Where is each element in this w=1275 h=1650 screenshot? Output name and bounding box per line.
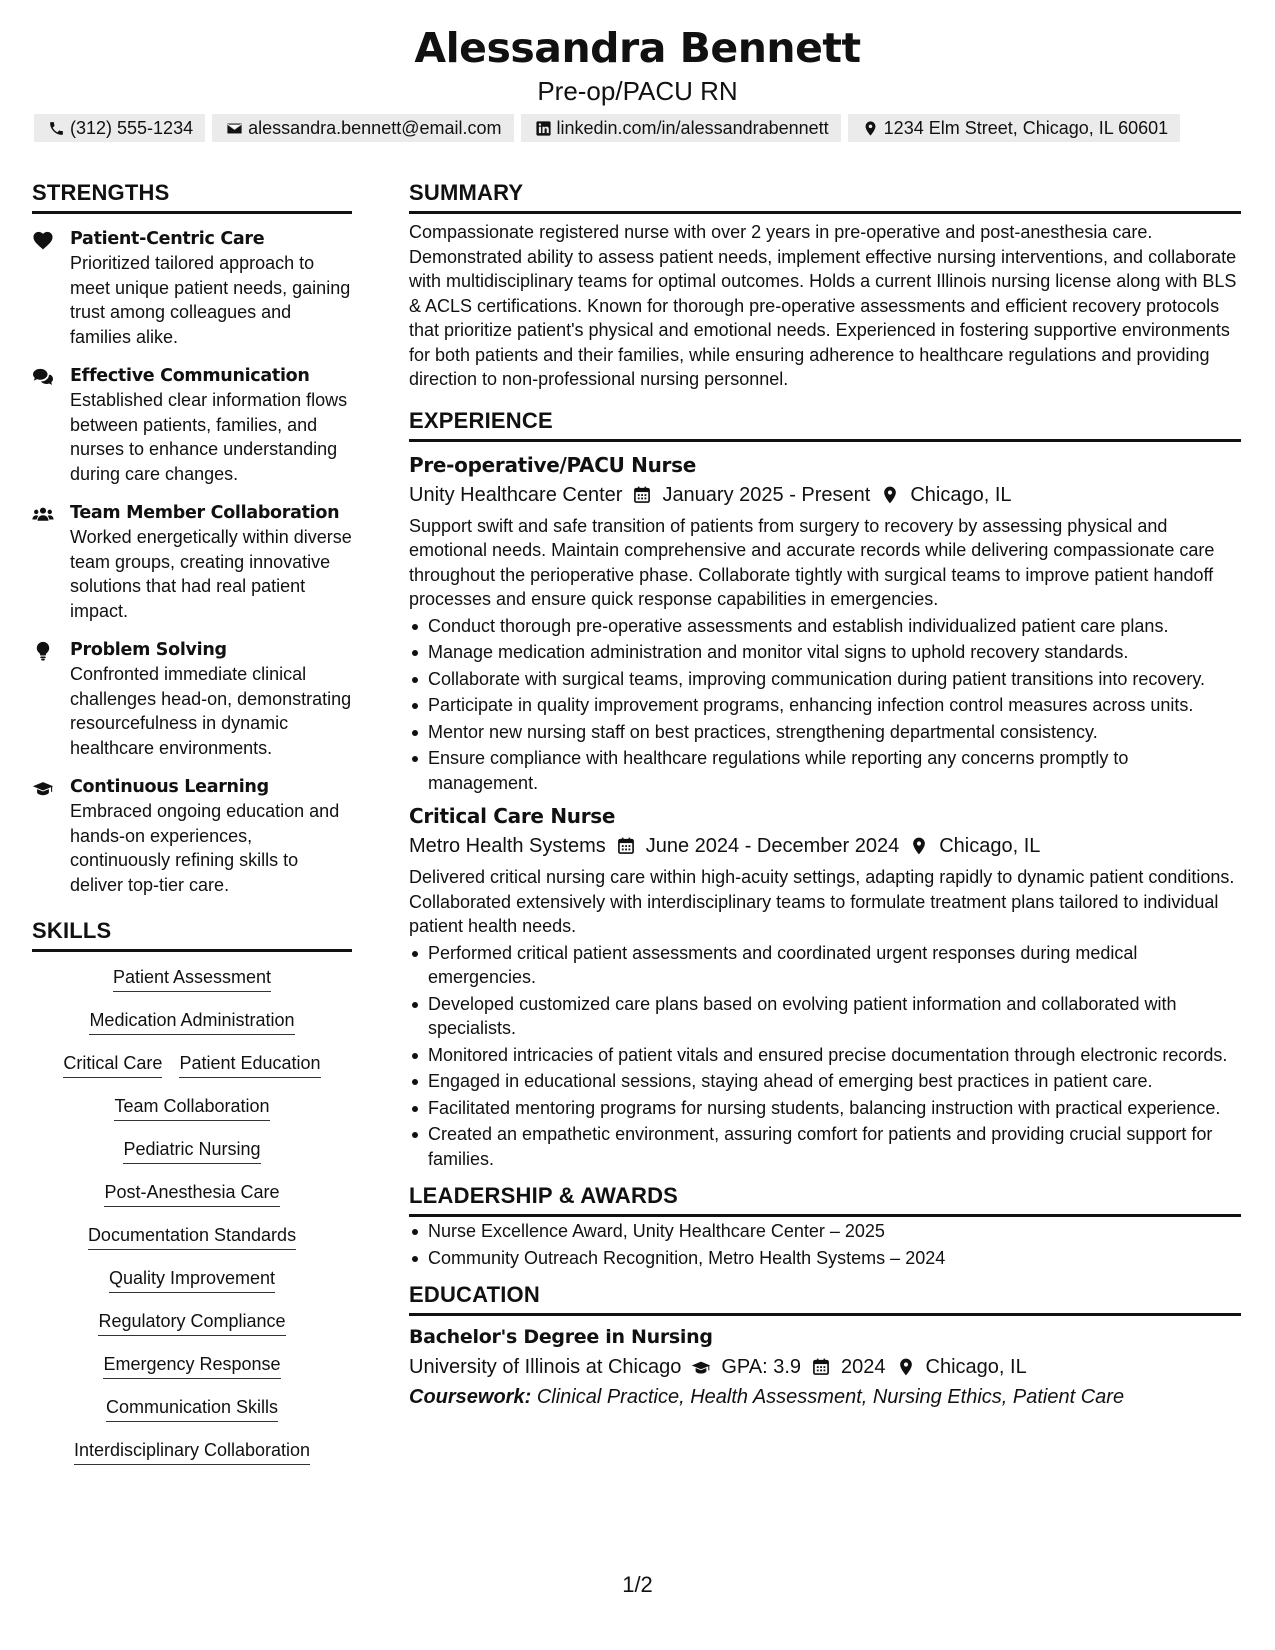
strength-name: Team Member Collaboration (70, 503, 340, 523)
location-icon (880, 485, 900, 505)
job-entry (409, 801, 1241, 1171)
graduation-cap-icon (691, 1357, 711, 1377)
contact-address-text: 1234 Elm Street, Chicago, IL 60601 (883, 117, 1169, 138)
location-icon (862, 120, 879, 137)
education-heading: EDUCATION (409, 1280, 1241, 1316)
contact-bar (34, 114, 1242, 142)
right-column (409, 178, 1241, 1412)
skill-tag: Post-Anesthesia Care (104, 1181, 279, 1207)
job-dates: January 2025 - Present (662, 483, 871, 506)
strength-name: Problem Solving (70, 640, 227, 660)
job-bullet: Created an empathetic environment, assuring comfort for patients and providing crucial support for families. (409, 1122, 1241, 1171)
job-company: Unity Healthcare Center (409, 483, 623, 506)
job-bullet: Developed customized care plans based on evolving patient information and collaborated with specialists. (409, 992, 1241, 1041)
job-bullet: Collaborate with surgical teams, improving communication during patient transitions into recovery. (409, 667, 1241, 692)
strength-item (32, 638, 352, 760)
job-company: Metro Health Systems (409, 835, 606, 857)
skill-tag: Patient Assessment (113, 966, 271, 992)
education-school: University of Illinois at Chicago (409, 1356, 682, 1378)
job-bullet: Mentor new nursing staff on best practices, strengthening departmental consistency. (409, 720, 1241, 745)
job-description: Support swift and safe transition of patients from surgery to recovery by assessing physical and emotional needs. Maintain comprehensive and accurate records while delivering compassionate care throughout the perioperative phase. Collaborate tightly with surgical teams to improve patient handoff processes and ensure quick response capabilities in emergencies. (409, 515, 1215, 609)
skill-tag: Regulatory Compliance (98, 1310, 285, 1336)
job-title: Pre-operative/PACU Nurse (409, 452, 696, 477)
skill-tag: Critical Care (63, 1052, 162, 1078)
strengths-heading: STRENGTHS (32, 178, 352, 214)
skill-tag: Team Collaboration (114, 1095, 269, 1121)
skills-list (32, 966, 352, 1465)
strength-desc: Worked energetically within diverse team groups, creating innovative solutions that had real patient impact. (70, 527, 352, 621)
coursework-list: Clinical Practice, Health Assessment, Nursing Ethics, Patient Care (536, 1386, 1125, 1408)
job-bullets (409, 941, 1241, 1172)
linkedin-icon (535, 120, 552, 137)
graduation-cap-icon (32, 778, 54, 798)
skills-heading: SKILLS (32, 916, 352, 952)
left-column (32, 178, 352, 1465)
job-description: Delivered critical nursing care within high-acuity settings, adapting rapidly to dynamic patient conditions. Collaborated extensively with interdisciplinary teams to formulate treatment plans tailored to individual patient health needs. (409, 867, 1235, 936)
resume-header (0, 22, 1275, 108)
job-location: Chicago, IL (939, 835, 1041, 857)
strength-name: Continuous Learning (70, 777, 269, 797)
strength-desc: Embraced ongoing education and hands-on experiences, continuously refining skills to deliver top-tier care. (70, 801, 340, 895)
skill-tag: Patient Education (179, 1052, 320, 1078)
contact-email-text: alessandra.bennett@email.com (248, 117, 502, 138)
summary-heading: SUMMARY (409, 178, 1241, 214)
job-bullet: Monitored intricacies of patient vitals and ensured precise documentation through electronic records. (409, 1043, 1241, 1068)
education-coursework (409, 1382, 1241, 1412)
job-bullet: Engaged in educational sessions, staying ahead of emerging best practices in patient care. (409, 1069, 1241, 1094)
experience-heading: EXPERIENCE (409, 406, 1241, 442)
job-location: Chicago, IL (910, 483, 1012, 506)
job-meta (409, 831, 1241, 861)
strength-item (32, 227, 352, 349)
award-item: Nurse Excellence Award, Unity Healthcare Center – 2025 (409, 1219, 1241, 1244)
coursework-label: Coursework: (409, 1386, 532, 1408)
job-title: Critical Care Nurse (409, 804, 616, 828)
calendar-icon (616, 836, 636, 856)
strength-item (32, 364, 352, 486)
heart-icon (32, 230, 54, 250)
summary-text: Compassionate registered nurse with over 2 years in pre-operative and post-anesthesia care. Demonstrated ability to assess patient needs, implement effective nursing interventions, and collaborate with multidisciplinary teams for optimal outcomes. Holds a current Illinois nursing license along with BLS & ACLS certifications. Known for thorough pre-operative assessments and efficient recovery protocols that prioritize patient's physical and emotional needs. Experienced in fostering supportive environments for both patients and their families, while ensuring adherence to healthcare regulations and providing direction to non-professional nursing personnel. (409, 222, 1237, 389)
skill-tag: Documentation Standards (88, 1224, 296, 1250)
skill-tag: Emergency Response (103, 1353, 280, 1379)
skill-tag: Pediatric Nursing (123, 1138, 260, 1164)
calendar-icon (632, 485, 652, 505)
education-location: Chicago, IL (925, 1356, 1027, 1378)
comments-icon (32, 367, 54, 387)
job-meta (409, 480, 1241, 510)
page-number: 1/2 (622, 1572, 653, 1597)
skill-tag: Communication Skills (106, 1396, 278, 1422)
strength-item (32, 501, 352, 623)
strength-item (32, 775, 352, 897)
contact-linkedin-text: linkedin.com/in/alessandrabennett (556, 117, 829, 138)
location-icon (896, 1357, 916, 1377)
location-icon (909, 836, 929, 856)
skill-tag: Medication Administration (89, 1009, 294, 1035)
education-year: 2024 (841, 1356, 886, 1378)
strength-desc: Prioritized tailored approach to meet unique patient needs, gaining trust among colleagues and families alike. (70, 253, 351, 347)
strengths-list (32, 227, 352, 897)
job-bullet: Facilitated mentoring programs for nursing students, balancing instruction with practical experience. (409, 1096, 1241, 1121)
award-item: Community Outreach Recognition, Metro Health Systems – 2024 (409, 1246, 1241, 1271)
contact-linkedin[interactable] (521, 114, 841, 142)
strength-desc: Established clear information flows between patients, families, and nurses to enhance understanding during care changes. (70, 390, 348, 484)
skill-tag: Interdisciplinary Collaboration (74, 1439, 310, 1465)
skill-tag: Quality Improvement (109, 1267, 275, 1293)
job-bullet: Conduct thorough pre-operative assessments and establish individualized patient care plans. (409, 614, 1241, 639)
leadership-heading: LEADERSHIP & AWARDS (409, 1181, 1241, 1217)
strength-desc: Confronted immediate clinical challenges head-on, demonstrating resourcefulness in dynamic healthcare environments. (70, 664, 352, 758)
job-bullet: Participate in quality improvement programs, enhancing infection control measures across units. (409, 693, 1241, 718)
education-meta (409, 1352, 1241, 1382)
candidate-name: Alessandra Bennett (414, 24, 861, 72)
job-bullet: Ensure compliance with healthcare regulations while reporting any concerns promptly to management. (409, 746, 1241, 795)
email-icon (226, 120, 243, 137)
calendar-icon (811, 1357, 831, 1377)
contact-phone[interactable] (34, 114, 205, 142)
job-entry (409, 450, 1241, 796)
phone-icon (48, 120, 65, 137)
job-dates: June 2024 - December 2024 (645, 835, 900, 857)
strength-name: Effective Communication (70, 366, 310, 386)
lightbulb-icon (32, 641, 54, 661)
candidate-title: Pre-op/PACU RN (537, 76, 738, 106)
education-degree: Bachelor's Degree in Nursing (409, 1326, 713, 1348)
job-bullet: Performed critical patient assessments and coordinated urgent responses during medical emergencies. (409, 941, 1241, 990)
job-bullets (409, 614, 1241, 796)
contact-phone-text: (312) 555-1234 (70, 117, 194, 138)
contact-address (848, 114, 1181, 142)
strength-name: Patient-Centric Care (70, 229, 265, 249)
users-icon (32, 504, 54, 524)
leadership-list (409, 1219, 1241, 1270)
contact-email[interactable] (212, 114, 513, 142)
job-bullet: Manage medication administration and monitor vital signs to uphold recovery standards. (409, 640, 1241, 665)
education-gpa: GPA: 3.9 (721, 1356, 802, 1378)
